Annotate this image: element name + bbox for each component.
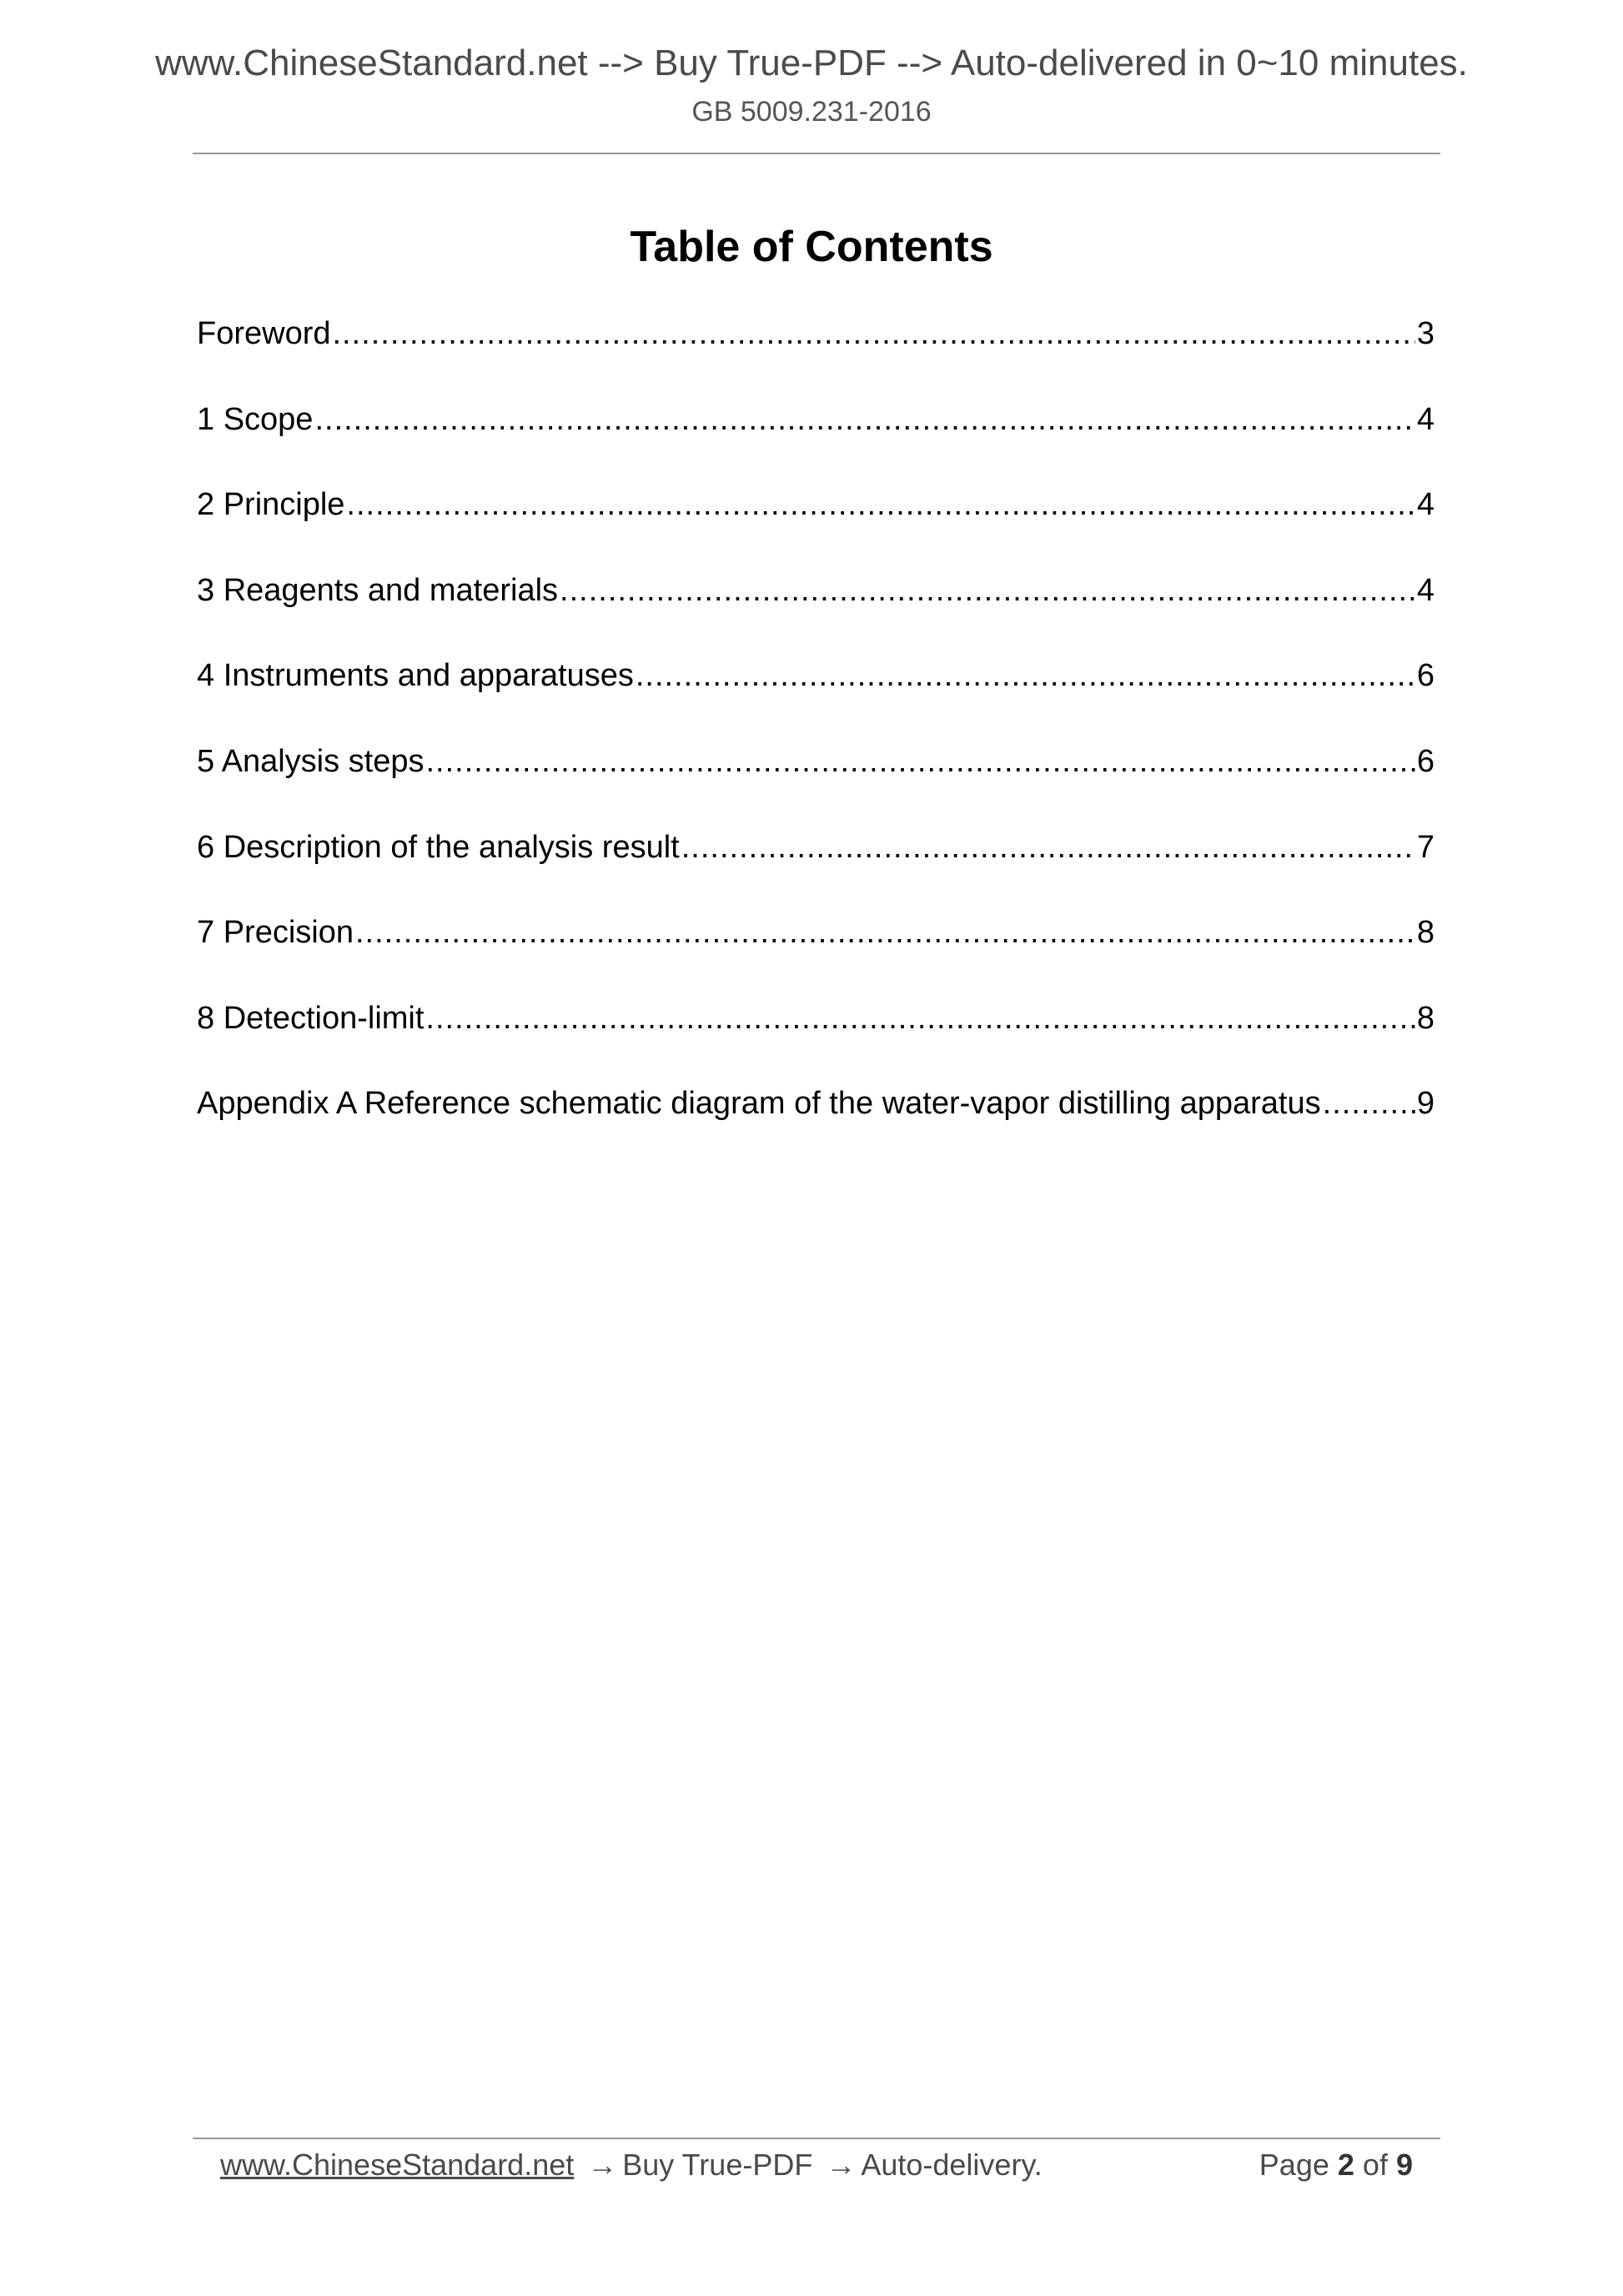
- toc-entry-label: 6 Description of the analysis result: [197, 829, 680, 865]
- toc-entry-reagents[interactable]: [197, 565, 1435, 651]
- toc-leader-dots: [560, 565, 1415, 615]
- header-doc-id: GB 5009.231-2016: [691, 96, 932, 128]
- arrow-right-icon: →: [587, 2148, 618, 2182]
- toc-entry-page: 8: [1416, 1000, 1435, 1036]
- toc-entry-label: Appendix A Reference schematic diagram of the water-vapor distilling apparatus: [197, 1086, 1321, 1122]
- toc-leader-dots: [636, 651, 1415, 701]
- toc-title: Table of Contents: [630, 223, 993, 271]
- page-footer: [220, 2140, 1413, 2190]
- toc-entry-scope[interactable]: [197, 394, 1435, 480]
- toc-leader-dots: [314, 394, 1414, 445]
- toc-entry-label: 8 Detection-limit: [197, 1000, 425, 1036]
- toc-leader-dots: [1323, 1078, 1415, 1128]
- toc-entry-page: 6: [1416, 743, 1435, 779]
- toc-entry-analysis-steps[interactable]: [197, 736, 1435, 822]
- toc-entry-page: 4: [1416, 487, 1435, 523]
- page-word: Page: [1259, 2148, 1329, 2182]
- toc-entry-foreword[interactable]: [197, 309, 1435, 394]
- arrow-right-icon: →: [826, 2148, 857, 2182]
- toc-list: [197, 309, 1435, 1164]
- footer-delivery-text: Auto-delivery.: [861, 2148, 1043, 2182]
- toc-entry-page: 8: [1416, 915, 1435, 951]
- toc-entry-label: 1 Scope: [197, 401, 314, 437]
- page-current: 2: [1337, 2148, 1354, 2182]
- toc-entry-principle[interactable]: [197, 480, 1435, 565]
- toc-entry-detection-limit[interactable]: [197, 993, 1435, 1079]
- toc-entry-label: 7 Precision: [197, 915, 354, 951]
- of-word: of: [1362, 2148, 1388, 2182]
- footer-divider: [193, 2138, 1440, 2139]
- footer-site-link[interactable]: www.ChineseStandard.net: [220, 2148, 575, 2182]
- toc-entry-page: 7: [1416, 829, 1435, 865]
- toc-entry-precision[interactable]: [197, 907, 1435, 993]
- toc-leader-dots: [346, 480, 1414, 530]
- toc-entry-page: 3: [1416, 316, 1435, 351]
- toc-entry-analysis-result[interactable]: [197, 822, 1435, 908]
- toc-entry-page: 6: [1416, 658, 1435, 694]
- toc-entry-label: 5 Analysis steps: [197, 743, 425, 779]
- toc-leader-dots: [425, 736, 1414, 786]
- toc-leader-dots: [333, 309, 1415, 359]
- page-total: 9: [1395, 2148, 1413, 2182]
- toc-entry-page: 4: [1416, 401, 1435, 437]
- toc-entry-label: 3 Reagents and materials: [197, 572, 559, 608]
- header-divider: [193, 153, 1440, 154]
- toc-entry-label: Foreword: [197, 316, 331, 351]
- toc-entry-label: 2 Principle: [197, 487, 345, 523]
- toc-entry-appendix-a[interactable]: [197, 1078, 1435, 1164]
- footer-left: [220, 2140, 1043, 2190]
- toc-entry-page: 9: [1416, 1086, 1435, 1122]
- toc-leader-dots: [355, 907, 1415, 957]
- toc-entry-instruments[interactable]: [197, 651, 1435, 736]
- toc-entry-label: 4 Instruments and apparatuses: [197, 658, 634, 694]
- header-banner: www.ChineseStandard.net --> Buy True-PDF --> Auto-delivered in 0~10 minutes.: [155, 43, 1468, 83]
- footer-buy-text: Buy True-PDF: [622, 2148, 813, 2182]
- toc-entry-page: 4: [1416, 572, 1435, 608]
- toc-leader-dots: [425, 993, 1414, 1043]
- page-number: [1259, 2140, 1413, 2190]
- toc-leader-dots: [681, 822, 1415, 872]
